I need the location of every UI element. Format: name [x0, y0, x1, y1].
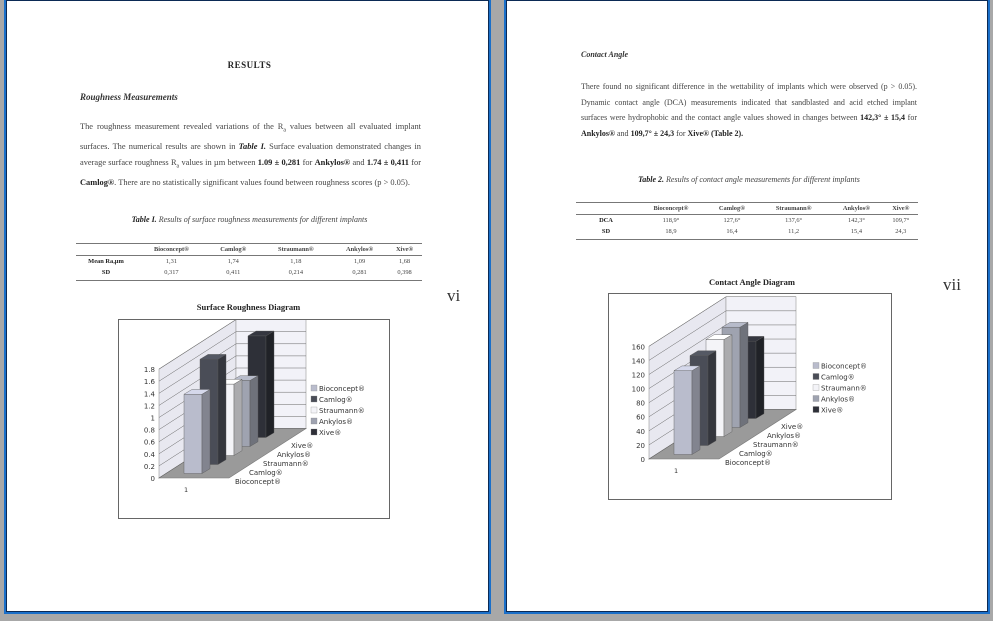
body-paragraph: [80, 119, 421, 192]
row-label: SD: [576, 226, 636, 240]
table-row: [76, 256, 422, 268]
row-label: DCA: [599, 217, 613, 224]
text: values in µm between: [179, 158, 258, 168]
value: 142,3° ± 15,4: [860, 113, 906, 122]
y-tick-label: 0.4: [143, 450, 155, 459]
bar-side: [250, 376, 258, 447]
implant-name: Xive® (Table 2).: [687, 128, 744, 138]
legend-label: Camlog®: [821, 373, 855, 382]
caption-text: Results of surface roughness measurements for different implants: [156, 215, 368, 224]
y-tick-label: 1.8: [143, 366, 155, 375]
legend-swatch: [311, 429, 317, 435]
legend-swatch: [813, 385, 819, 391]
row-label: Mean Ra,µm: [88, 258, 124, 265]
y-tick-label: 80: [636, 399, 645, 408]
bar-side: [756, 336, 764, 418]
legend-label: Ankylos®: [319, 418, 354, 426]
column-header: Straumann®: [758, 203, 829, 215]
roughness-table: [76, 243, 422, 281]
value: 1.74 ± 0,411: [366, 158, 409, 168]
y-tick-label: 140: [631, 357, 645, 366]
table-cell: 1,68: [398, 258, 411, 265]
contact-angle-table: [576, 202, 918, 240]
column-header: Ankylos®: [332, 244, 387, 256]
column-header: Ankylos®: [829, 203, 883, 215]
table-cell: 0,411: [207, 267, 260, 281]
bar-front: [674, 371, 692, 455]
bar-side: [202, 389, 210, 473]
bar-side: [266, 331, 274, 437]
table-cell: 24,3: [884, 226, 918, 240]
subheading: Roughness Measurements: [80, 92, 178, 102]
text: for: [674, 128, 688, 138]
table-header-row: [576, 203, 918, 215]
text: a: [176, 163, 180, 170]
depth-axis-label: Camlog®: [739, 450, 773, 458]
body-paragraph: [581, 79, 917, 141]
table-caption: [506, 175, 992, 184]
y-tick-label: 160: [631, 343, 645, 352]
implant-name: Ankylos®: [581, 128, 615, 138]
bar-side: [740, 322, 748, 427]
depth-axis-label: Xive®: [781, 423, 804, 431]
section-heading: RESULTS: [227, 60, 272, 70]
text: and: [615, 128, 631, 138]
chart-svg: [609, 294, 891, 499]
y-tick-label: 0.8: [143, 426, 155, 435]
legend-swatch: [311, 396, 317, 402]
legend-swatch: [311, 407, 317, 413]
table-cell: 0,317: [136, 267, 207, 281]
depth-axis-label: Straumann®: [263, 460, 309, 468]
legend-swatch: [813, 363, 819, 369]
table-row: [576, 226, 918, 240]
table-cell: 16,4: [706, 226, 758, 240]
value: 109,7° ± 24,3: [630, 128, 675, 138]
table-reference: Table I.: [238, 141, 266, 151]
y-tick-label: 40: [636, 427, 645, 436]
table-cell: 0,214: [260, 267, 332, 281]
page-number: vii: [943, 275, 961, 294]
text: and: [350, 158, 367, 168]
y-tick-label: 100: [631, 385, 645, 394]
depth-axis-label: Bioconcept®: [725, 459, 771, 467]
chart-svg: [119, 320, 389, 518]
depth-axis-label: Straumann®: [753, 441, 799, 449]
legend-swatch: [813, 374, 819, 380]
subheading: Contact Angle: [581, 50, 629, 59]
legend-swatch: [311, 418, 317, 424]
table-cell: 0,398: [387, 267, 422, 281]
table-caption: [6, 215, 493, 224]
column-header: Xive®: [884, 203, 918, 215]
caption-label: Table 2.: [638, 175, 665, 184]
table-row: [576, 215, 918, 227]
column-header: Camlog®: [207, 244, 260, 256]
y-tick-label: 0.2: [143, 462, 155, 471]
column-header: Xive®: [387, 244, 422, 256]
table-cell: 1,74: [227, 258, 239, 265]
chart-title: Surface Roughness Diagram: [196, 302, 301, 312]
bar-side: [724, 335, 732, 437]
text: for: [300, 158, 315, 168]
y-tick-label: 120: [631, 371, 645, 380]
caption-label: Table I.: [131, 215, 157, 224]
text: . There are no statistically significant values found between roughness scores (p > 0.05).: [114, 178, 410, 188]
legend-label: Ankylos®: [821, 395, 856, 404]
column-header: Bioconcept®: [636, 203, 706, 215]
document-page-vii: [504, 0, 990, 614]
legend-swatch: [311, 385, 317, 391]
table-row: [76, 267, 422, 281]
text: for: [408, 158, 422, 168]
legend-label: Camlog®: [319, 396, 353, 404]
x-tick-label: 1: [184, 486, 189, 494]
value: 1.09 ± 0,281: [257, 158, 301, 168]
legend-swatch: [813, 396, 819, 402]
contact-angle-chart: [608, 293, 892, 500]
bar-front: [184, 394, 202, 473]
legend-label: Xive®: [319, 429, 342, 437]
y-tick-label: 1.4: [143, 390, 155, 399]
table-cell: 142,3°: [847, 217, 865, 224]
chart-title: Contact Angle Diagram: [709, 277, 795, 287]
y-tick-label: 1.6: [143, 378, 155, 387]
table-cell: 1,09: [353, 258, 366, 265]
y-tick-label: 0.6: [143, 438, 155, 447]
table-cell: 11,2: [758, 226, 829, 240]
table-cell: 0,281: [332, 267, 387, 281]
y-tick-label: 1: [150, 414, 155, 423]
text: There found no significant difference in the wettability of implants which were observed (p > 0.05). Dynamic contact angle (DCA) measurements indicated that sandblasted and acid etched implant surfaces were hydrophobic and the contact angle values showed in changes between: [581, 82, 917, 122]
depth-axis-label: Ankylos®: [277, 451, 312, 459]
table-cell: 15,4: [829, 226, 883, 240]
table-cell: 127,6°: [723, 217, 741, 224]
depth-axis-label: Bioconcept®: [235, 478, 281, 486]
text: for: [905, 113, 918, 122]
table-cell: 137,6°: [785, 217, 803, 224]
y-tick-label: 1.2: [143, 402, 155, 411]
table-header-row: [76, 244, 422, 256]
y-tick-label: 60: [636, 413, 645, 422]
depth-axis-label: Ankylos®: [767, 432, 802, 440]
column-header: Bioconcept®: [136, 244, 207, 256]
text: Surface evaluation demonstrated changes in average surface roughness R: [80, 141, 421, 168]
surface-roughness-chart: [118, 319, 390, 519]
implant-name: Camlog®: [80, 178, 115, 188]
depth-axis-label: Xive®: [291, 442, 314, 450]
legend-label: Bioconcept®: [319, 385, 365, 393]
table-cell: 109,7°: [892, 217, 910, 224]
page-number: vi: [447, 286, 461, 305]
text: a: [283, 127, 286, 134]
text: values between all evaluated implant surfaces. The numerical results are shown in: [80, 122, 421, 151]
column-header: Straumann®: [260, 244, 332, 256]
table-cell: 118,9°: [662, 217, 680, 224]
table-cell: 18,9: [636, 226, 706, 240]
bar-side: [234, 379, 242, 455]
depth-axis-label: Camlog®: [249, 469, 283, 477]
table-cell: 1,31: [165, 258, 178, 265]
text: The roughness measurement revealed variations of the R: [80, 122, 284, 131]
bar-side: [708, 351, 716, 446]
bar-side: [692, 366, 700, 455]
document-page-vi: [4, 0, 491, 614]
legend-label: Straumann®: [821, 384, 867, 393]
legend-label: Bioconcept®: [821, 362, 867, 371]
table-cell: 1,18: [290, 258, 302, 265]
legend-label: Xive®: [821, 406, 844, 415]
row-label: SD: [76, 267, 136, 281]
column-header: Camlog®: [706, 203, 758, 215]
bar-side: [218, 354, 226, 464]
column-header: [576, 203, 636, 215]
caption-text: Results of contact angle measurements for different implants: [664, 175, 860, 184]
y-tick-label: 20: [636, 441, 645, 450]
x-tick-label: 1: [674, 467, 679, 475]
y-tick-label: 0: [640, 456, 645, 464]
implant-name: Ankylos®: [314, 158, 351, 168]
y-tick-label: 0: [150, 475, 155, 483]
legend-swatch: [813, 407, 819, 413]
column-header: [76, 244, 136, 256]
legend-label: Straumann®: [319, 407, 365, 415]
